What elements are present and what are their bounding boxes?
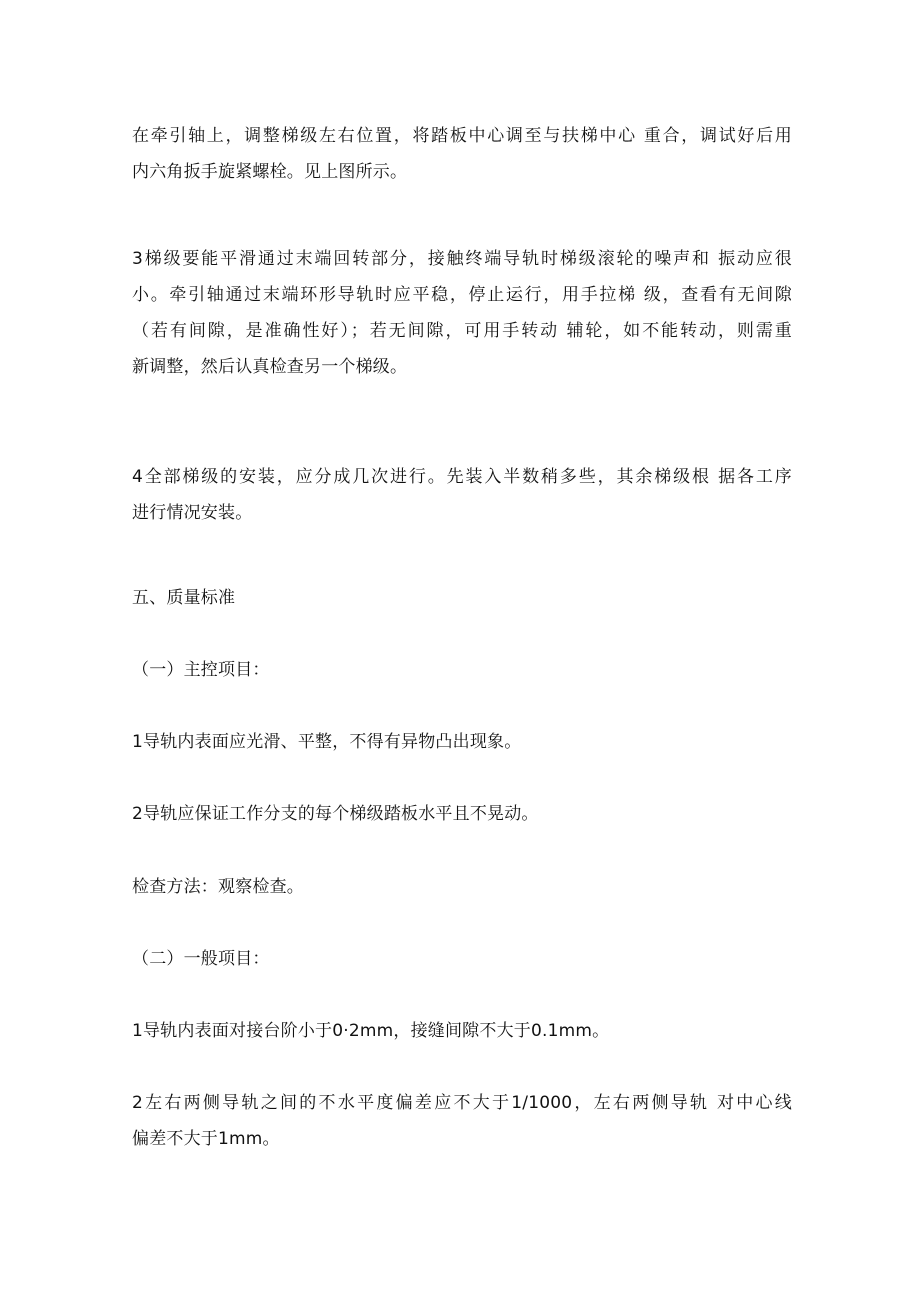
paragraph-step-3	[132, 241, 792, 385]
paragraph-line: 内六角扳手旋紧螺栓。见上图所示。	[132, 162, 408, 182]
general-item-1	[132, 1013, 792, 1049]
paragraph-adjust-step	[132, 118, 792, 190]
item-text: 1导轨内表面应光滑、平整，不得有异物凸出现象。	[132, 732, 522, 752]
paragraph-line: 4全部梯级的安装，应分成几次进行。先装入半数稍多些，其余梯级根 据各工序	[132, 467, 792, 487]
paragraph-step-4	[132, 459, 792, 531]
heading-text: 五、质量标准	[132, 588, 236, 608]
heading-text: （二）一般项目：	[132, 949, 270, 969]
paragraph-line: （若有间隙，是准确性好）；若无间隙，可用手转动 辅轮，如不能转动，则需重	[132, 321, 792, 341]
paragraph-line: 偏差不大于1mm。	[132, 1129, 280, 1149]
paragraph-line: 3梯级要能平滑通过末端回转部分，接触终端导轨时梯级滚轮的噪声和 振动应很	[132, 249, 792, 269]
item-text: 检查方法：观察检查。	[132, 877, 304, 897]
inspection-method	[132, 869, 792, 905]
main-control-item-1	[132, 724, 792, 760]
general-item-2	[132, 1085, 792, 1157]
paragraph-line: 在牵引轴上，调整梯级左右位置，将踏板中心调至与扶梯中心 重合，调试好后用	[132, 126, 792, 146]
paragraph-line: 2左右两侧导轨之间的不水平度偏差应不大于1/1000，左右两侧导轨 对中心线	[132, 1093, 792, 1113]
subheading-general-items	[132, 941, 792, 977]
heading-text: （一）主控项目：	[132, 660, 270, 680]
paragraph-line: 进行情况安装。	[132, 503, 253, 523]
section-heading-quality-standard	[132, 580, 792, 616]
item-text: 1导轨内表面对接台阶小于0·2mm，接缝间隙不大于0.1mm。	[132, 1021, 610, 1041]
paragraph-line: 小。牵引轴通过末端环形导轨时应平稳，停止运行，用手拉梯 级，查看有无间隙	[132, 285, 792, 305]
paragraph-line: 新调整，然后认真检查另一个梯级。	[132, 357, 408, 377]
item-text: 2导轨应保证工作分支的每个梯级踏板水平且不晃动。	[132, 804, 539, 824]
main-control-item-2	[132, 796, 792, 832]
subheading-main-control-items	[132, 652, 792, 688]
